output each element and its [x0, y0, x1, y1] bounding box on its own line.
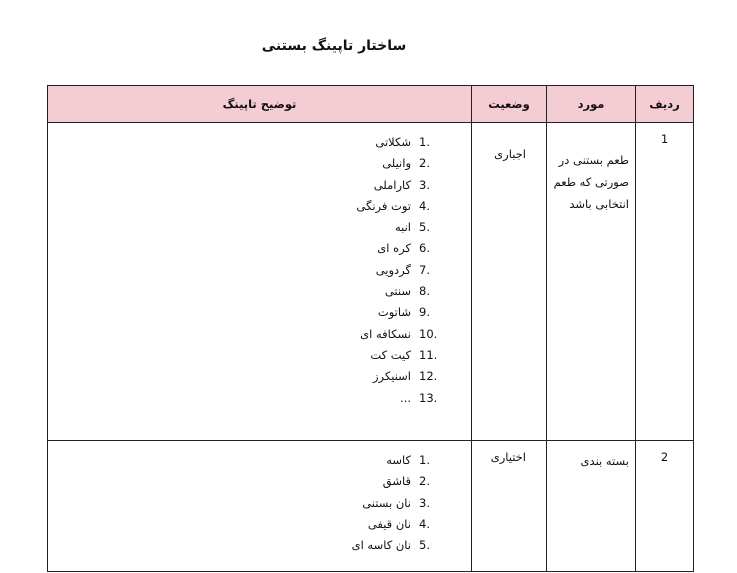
table-header-row [48, 86, 694, 123]
list-item-number: 4. [419, 198, 430, 213]
list-item-text: نان بستنی [362, 495, 411, 510]
list-item [48, 175, 441, 196]
header-description: توضیح تاپینگ [48, 86, 472, 123]
list-item-text: گردویی [375, 262, 411, 277]
list-item-text: سنتی [384, 284, 411, 299]
list-item [48, 302, 441, 323]
list-item-text: نان قیفی [367, 516, 411, 531]
list-item-text: توت فرنگی [356, 198, 411, 213]
list-item [48, 514, 441, 535]
list-item-text: وانیلی [382, 156, 411, 171]
list-item-text: ... [400, 390, 411, 405]
list-item [48, 196, 441, 217]
header-item: مورد [547, 86, 636, 123]
list-item-number: 1. [419, 453, 430, 467]
list-item-number: 5. [419, 538, 430, 553]
list-item [48, 450, 441, 471]
list-item-text: شکلاتی [375, 135, 411, 149]
list-item-number: 7. [419, 262, 430, 277]
list-item [48, 217, 441, 238]
list-item-number: 10. [419, 326, 438, 341]
row-status: اجباری [472, 123, 547, 441]
list-item-number: 3. [419, 495, 430, 510]
header-status: وضعیت [472, 86, 547, 123]
list-item-text: نان کاسه ای [351, 538, 411, 553]
list-item-number: 8. [419, 284, 430, 299]
list-item [48, 345, 441, 366]
list-item [48, 260, 441, 281]
list-item-number: 4. [419, 516, 430, 531]
row-status: اختیاری [472, 441, 547, 572]
list-item-number: 2. [419, 156, 430, 171]
list-item-text: کیت کت [370, 347, 411, 362]
header-num: ردیف [636, 86, 694, 123]
list-item-text: شاتوت [377, 305, 411, 320]
topping-table [47, 85, 694, 572]
list-item-number: 11. [419, 347, 438, 362]
list-item-number: 2. [419, 474, 430, 489]
page-title: ساختار تاپینگ بستنی [261, 38, 407, 54]
list-item-text: اسنیکرز [372, 369, 411, 384]
list-item-number: 13. [419, 390, 438, 405]
row-description [48, 123, 472, 441]
row-item: بسته بندی [547, 441, 636, 572]
list-item-text: انبه [394, 220, 411, 235]
list-item-number: 5. [419, 220, 430, 235]
list-item [48, 366, 441, 387]
row-item: طعم بستنی در صورتی که طعم انتخابی باشد [547, 123, 636, 441]
packaging-list [48, 441, 471, 564]
list-item-text: کاسه [386, 453, 411, 467]
list-item-text: کاراملی [373, 177, 411, 192]
list-item-text: کره ای [377, 241, 411, 256]
list-item [48, 132, 441, 153]
list-item-text: نسکافه ای [360, 326, 411, 341]
list-item [48, 324, 441, 345]
row-description [48, 441, 472, 572]
flavor-list [48, 123, 471, 417]
table-row [48, 441, 694, 572]
list-item-text: قاشق [382, 474, 411, 489]
list-item [48, 238, 441, 259]
list-item-number: 3. [419, 177, 430, 192]
list-item-number: 12. [419, 369, 438, 384]
list-item-number: 9. [419, 305, 430, 320]
list-item [48, 153, 441, 174]
list-item [48, 388, 441, 409]
list-item-number: 1. [419, 135, 430, 149]
list-item-number: 6. [419, 241, 430, 256]
list-item [48, 281, 441, 302]
table-row [48, 123, 694, 441]
list-item [48, 535, 441, 556]
list-item [48, 493, 441, 514]
row-num: 1 [636, 123, 694, 441]
list-item [48, 471, 441, 492]
row-num: 2 [636, 441, 694, 572]
